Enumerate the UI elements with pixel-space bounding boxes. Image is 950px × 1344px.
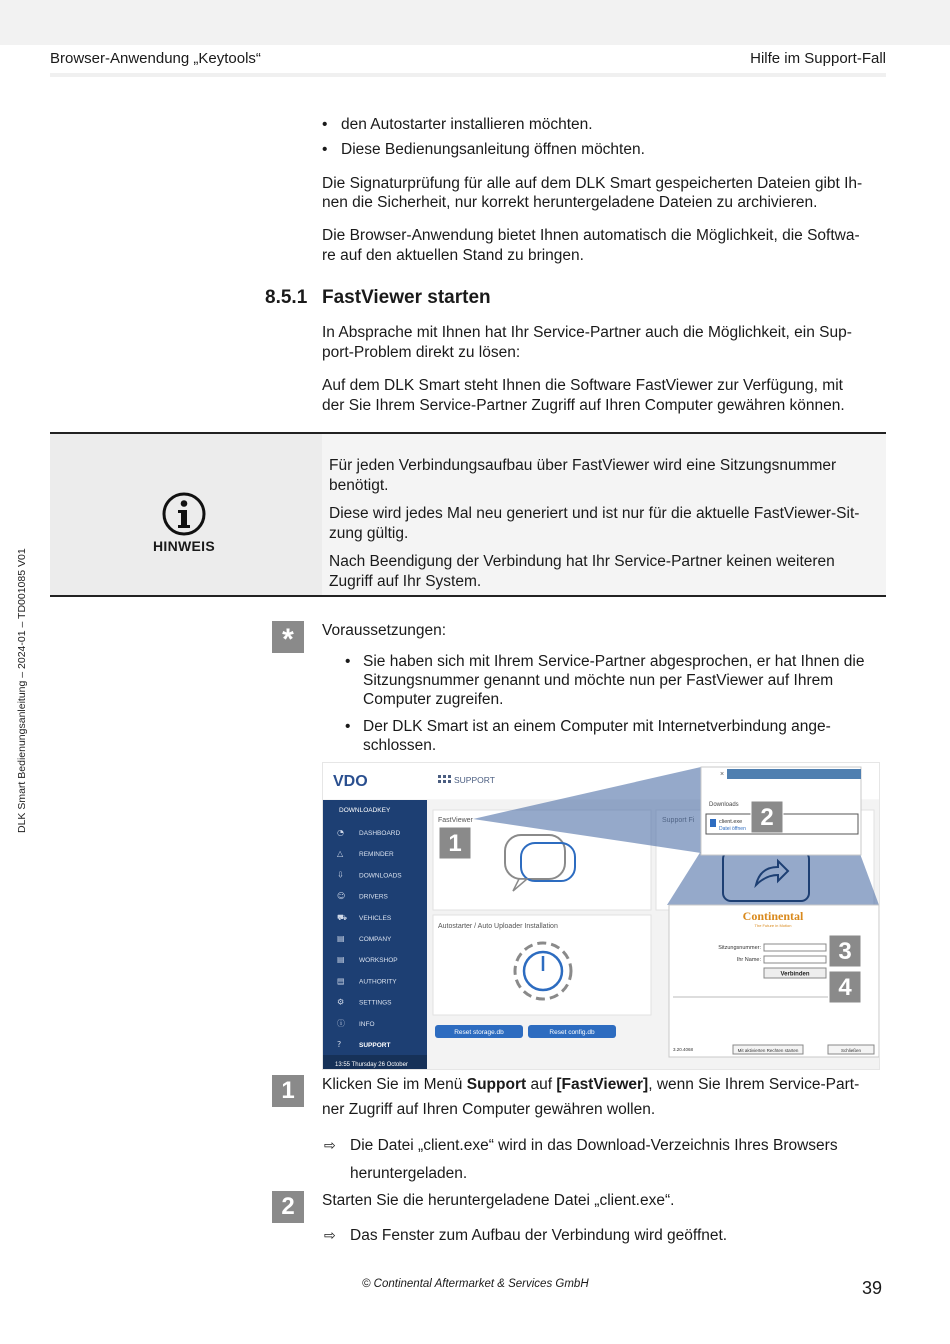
close-icon[interactable]: × [720, 771, 725, 778]
menu-item-settings[interactable]: SETTINGS [359, 999, 392, 1007]
step-1-badge: 1 [272, 1075, 304, 1107]
step-1-button-name: [FastViewer] [556, 1076, 649, 1093]
note-label: HINWEIS [153, 538, 215, 554]
section-p1-line2: port-Problem direkt zu lösen: [322, 344, 521, 361]
continental-logo: Continental [742, 909, 804, 923]
footer-copyright: © Continental Aftermarket & Services GmbH [362, 1278, 589, 1290]
page-number: 39 [861, 1278, 882, 1298]
intro-p2-line1: Die Browser-Anwendung bietet Ihnen automatisch die Möglichkeit, die Softwa- [322, 227, 860, 244]
screenshot-canvas [323, 763, 880, 1070]
file-icon [710, 819, 716, 827]
card-autostarter-title: Autostarter / Auto Uploader Installation [438, 923, 558, 930]
step-1-result-line1: Die Datei „client.exe“ wird in das Download-Verzeichnis Ihres Browsers [350, 1137, 838, 1154]
step-1-text-c: , wenn Sie Ihrem Service-Part- [648, 1076, 860, 1093]
connect-label: Verbinden [780, 971, 810, 978]
note-p2-line1: Diese wird jedes Mal neu generiert und ist nur für die aktuelle FastViewer-Sit- [329, 505, 860, 522]
menu-item-drivers[interactable]: DRIVERS [359, 893, 388, 901]
menu-dashboard-icon: ◔ [337, 828, 344, 837]
menu-reminder-icon: △ [337, 849, 344, 859]
note-p1-line1: Für jeden Verbindungsaufbau über FastViewer wird eine Sitzungsnummer [329, 457, 837, 474]
menu-authority-icon: ▤ [337, 976, 345, 986]
menu-support-icon: ? [337, 1040, 342, 1049]
marker-2-label: 2 [760, 804, 774, 831]
name-input[interactable] [764, 956, 826, 963]
intro-bullet-2: Diese Bedienungsanleitung öffnen möchten. [341, 141, 645, 158]
marker-4-label: 4 [838, 974, 852, 1001]
step-1-text-a: Klicken Sie im Menü [322, 1076, 467, 1093]
section-p2-line1: Auf dem DLK Smart steht Ihnen die Software FastViewer zur Verfügung, mit [322, 377, 843, 394]
prereq-b1-line3: Computer zugreifen. [363, 691, 504, 708]
menu-company-icon: ▤ [337, 934, 345, 943]
menu-downloads-icon: ⇩ [337, 870, 344, 880]
note-p2-line2: zung gültig. [329, 525, 409, 542]
intro-p1-line2: nen die Sicherheit, nur korrekt heruntergeladene Dateien zu archivieren. [322, 194, 818, 211]
sidebar-title: DOWNLOADKEY [339, 807, 391, 814]
menu-item-downloads[interactable]: DOWNLOADS [359, 872, 402, 880]
intro-p1-line1: Die Signaturprüfung für alle auf dem DLK Smart gespeicherten Dateien gibt Ih- [322, 175, 863, 192]
app-title: SUPPORT [454, 775, 495, 785]
menu-vehicles-icon: ⛟ [337, 912, 348, 922]
download-filename: client.exe [719, 819, 743, 825]
menu-item-workshop[interactable]: WORKSHOP [359, 957, 398, 965]
bullet-dot: • [322, 116, 328, 133]
menu-item-dashboard[interactable]: DASHBOARD [359, 830, 401, 837]
continental-tagline: The Future in Motion [754, 923, 792, 928]
result-arrow-icon: ⇨ [324, 1137, 336, 1153]
section-p1-line1: In Absprache mit Ihnen hat Ihr Service-Partner auch die Möglichkeit, ein Sup- [322, 324, 852, 341]
highlight-wedge-2 [667, 851, 879, 905]
reset-config-label: Reset config.db [549, 1029, 595, 1036]
session-input[interactable] [764, 944, 826, 951]
side-document-id: DLK Smart Bedienungsanleitung – 2024-01 – TD001085 V01 [16, 548, 28, 833]
note-p3-line1: Nach Beendigung der Verbindung hat Ihr Service-Partner keinen weiteren [329, 553, 835, 570]
card-fastviewer-title: FastViewer [438, 817, 473, 824]
intro-bullet-1: den Autostarter installieren möchten. [341, 116, 593, 133]
header-rule [50, 73, 886, 77]
note-p1-line2: benötigt. [329, 477, 389, 494]
prereq-b1-line2: Sitzungsnummer genannt und möchte nun per FastViewer auf Ihrem [363, 672, 834, 689]
note-box [50, 432, 886, 597]
marker-3-label: 3 [838, 938, 852, 965]
prereq-badge: * [272, 621, 304, 653]
step-2-result: Das Fenster zum Aufbau der Verbindung wird geöffnet. [350, 1227, 728, 1244]
menu-item-info[interactable]: INFO [359, 1020, 375, 1028]
support-screenshot [322, 762, 880, 1070]
bullet-dot: • [322, 141, 328, 158]
name-label: Ihr Name: [736, 957, 761, 963]
session-label: Sitzungsnummer: [718, 945, 761, 951]
section-title: FastViewer starten [322, 287, 491, 308]
reset-storage-label: Reset storage.db [454, 1029, 504, 1036]
marker-1-label: 1 [448, 830, 462, 857]
menu-item-reminder[interactable]: REMINDER [359, 851, 394, 859]
prereq-title: Voraussetzungen: [322, 622, 447, 639]
intro-p2-line2: re auf den aktuellen Stand zu bringen. [322, 247, 584, 264]
menu-workshop-icon: ▤ [337, 955, 345, 965]
step-1-line1 [322, 1075, 859, 1095]
top-band [0, 0, 950, 45]
sidebar-datetime: 13:55 Thursday 26 October [335, 1062, 408, 1068]
section-p2-line2: der Sie Ihrem Service-Partner Zugriff auf Ihren Computer gewähren können. [322, 397, 845, 414]
step-1-result-line2: heruntergeladen. [350, 1165, 468, 1182]
step-1-text-b: auf [526, 1076, 557, 1093]
section-number: 8.5.1 [265, 287, 308, 308]
step-1-menu-name: Support [466, 1076, 527, 1093]
close-dialog-label: Schließen [840, 1048, 862, 1053]
prereq-b2-line2: schlossen. [363, 737, 437, 754]
menu-item-authority[interactable]: AUTHORITY [359, 978, 397, 986]
header-right: Hilfe im Support-Fall [750, 50, 886, 67]
dialog-version: 3.20.4068 [673, 1047, 694, 1052]
menu-settings-icon: ⚙ [337, 997, 345, 1007]
menu-info-icon: ⓘ [337, 1018, 345, 1028]
prereq-b2-line1: Der DLK Smart ist an einem Computer mit Internetverbindung ange- [363, 718, 831, 735]
note-p3-line2: Zugriff auf Ihr System. [329, 573, 482, 590]
prereq-b1-line1: Sie haben sich mit Ihrem Service-Partner abgesprochen, er hat Ihnen die [363, 653, 865, 670]
download-open-link[interactable]: Datei öffnen [719, 826, 746, 832]
info-icon [162, 492, 206, 536]
header-left: Browser-Anwendung „Keytools“ [50, 50, 261, 67]
step-2-line1: Starten Sie die heruntergeladene Datei „client.exe“. [322, 1192, 675, 1209]
menu-item-vehicles[interactable]: VEHICLES [359, 914, 392, 922]
step-2-badge: 2 [272, 1191, 304, 1223]
vdo-logo: VDO [333, 773, 368, 790]
menu-item-company[interactable]: COMPANY [359, 936, 392, 943]
bullet-dot: • [345, 718, 351, 735]
step-1-line2: ner Zugriff auf Ihren Computer gewähren wollen. [322, 1101, 656, 1118]
menu-item-support[interactable]: SUPPORT [359, 1042, 391, 1049]
result-arrow-icon: ⇨ [324, 1227, 336, 1243]
note-icon-panel [50, 434, 322, 595]
bullet-dot: • [345, 653, 351, 670]
run-elevated-label: Mit aktivierten Rechten starten [737, 1048, 799, 1053]
downloads-title: Downloads [709, 802, 739, 808]
menu-drivers-icon: ☺ [337, 891, 346, 901]
